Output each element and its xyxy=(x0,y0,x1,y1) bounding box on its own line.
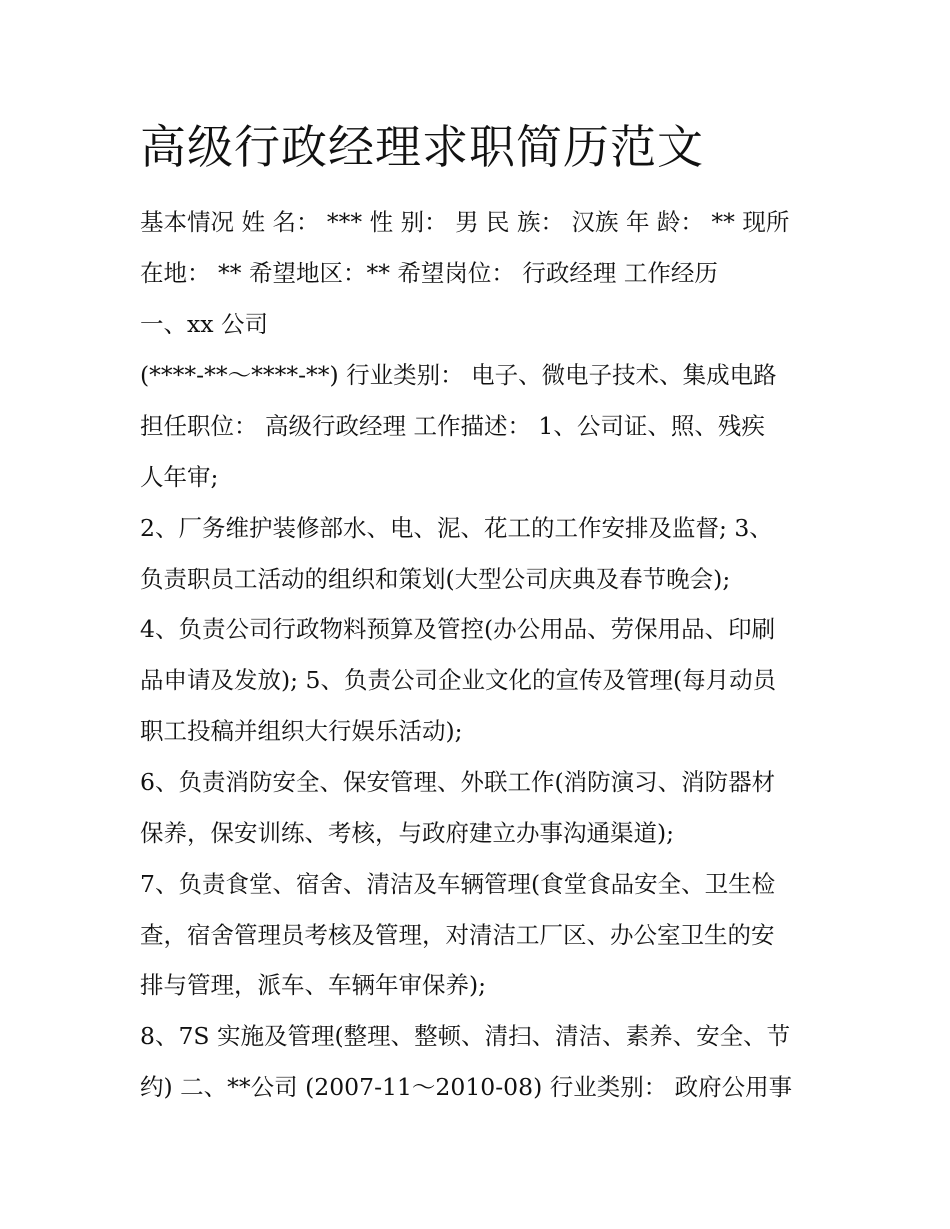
text-line: 4、负责公司行政物料预算及管控(办公用品、劳保用品、印刷 xyxy=(140,615,776,643)
text-line: 约) 二、**公司 (2007-11～2010-08) 行业类别： 政府公用事 xyxy=(140,1073,793,1101)
document-title: 高级行政经理求职简历范文 xyxy=(140,120,704,174)
text-line: 7、负责食堂、宿舍、清洁及车辆管理(食堂食品安全、卫生检 xyxy=(140,870,776,898)
text-line: 排与管理，派车、车辆年审保养); xyxy=(140,971,487,999)
text-line: 6、负责消防安全、保安管理、外联工作(消防演习、消防器材 xyxy=(140,768,776,796)
text-line: 保养，保安训练、考核，与政府建立办事沟通渠道); xyxy=(140,819,675,847)
text-line: 职工投稿并组织大行娱乐活动); xyxy=(140,717,463,745)
text-line: (****-**～****-**) 行业类别： 电子、微电子技术、集成电路 xyxy=(140,361,777,389)
text-line: 8、7S 实施及管理(整理、整顿、清扫、清洁、素养、安全、节 xyxy=(140,1022,791,1050)
text-line: 担任职位： 高级行政经理 工作描述： 1、公司证、照、残疾 xyxy=(140,412,765,440)
text-line: 查，宿舍管理员考核及管理，对清洁工厂区、办公室卫生的安 xyxy=(140,921,775,949)
text-line: 在地： ** 希望地区：** 希望岗位： 行政经理 工作经历 xyxy=(140,259,718,287)
text-line: 2、厂务维护装修部水、电、泥、花工的工作安排及监督; 3、 xyxy=(140,514,773,542)
text-line: 负责职员工活动的组织和策划(大型公司庆典及春节晚会); xyxy=(140,565,731,593)
text-line: 一、xx 公司 xyxy=(140,310,268,338)
text-line: 基本情况 姓 名： *** 性 别： 男 民 族： 汉族 年 龄： ** 现所 xyxy=(140,208,790,236)
text-line: 人年审; xyxy=(140,463,219,491)
text-line: 品申请及发放); 5、负责公司企业文化的宣传及管理(每月动员 xyxy=(140,666,777,694)
